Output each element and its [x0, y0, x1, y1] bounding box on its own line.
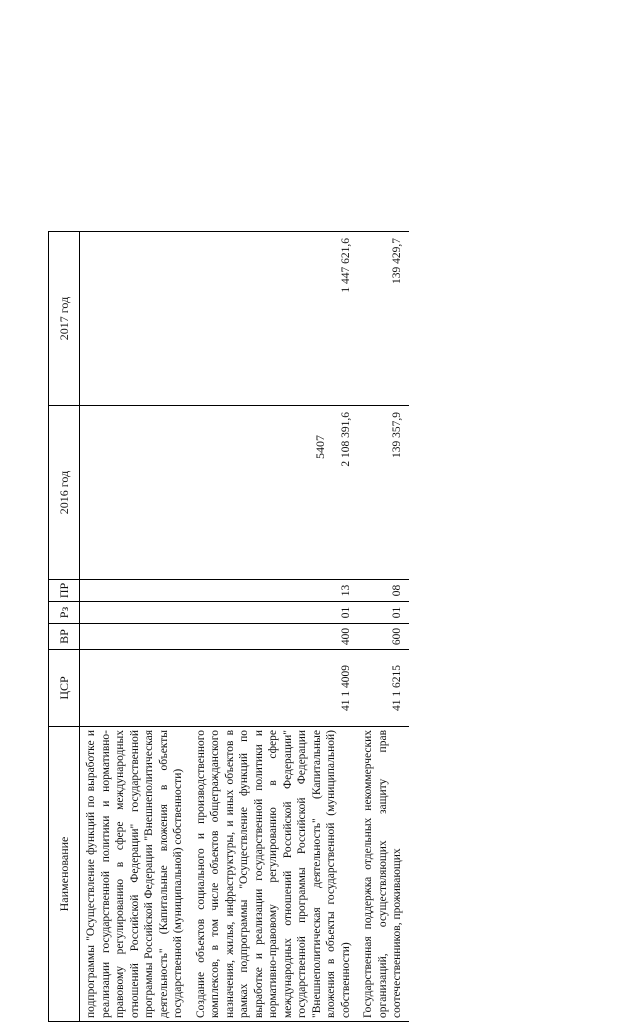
header-vr: ВР: [49, 624, 80, 650]
page-number: 5407: [313, 435, 327, 459]
row-2016: [80, 406, 190, 580]
row-pr: 13: [190, 580, 358, 602]
row-name: Государственная поддержка отдельных некоммерческих организаций, осуществляющих защиту прав соотечественников, проживающих: [357, 727, 409, 1022]
row-csr: 41 1 6215: [357, 650, 409, 727]
header-pr: ПР: [49, 580, 80, 602]
row-pr: [80, 580, 190, 602]
row-pr: 08: [357, 580, 409, 602]
budget-table-sheet: [48, 232, 518, 1022]
table-row: [357, 232, 409, 1022]
row-2017: 139 429,7: [357, 232, 409, 406]
table-header-row: [49, 232, 80, 1022]
row-csr: [80, 650, 190, 727]
row-csr: 41 1 4009: [190, 650, 358, 727]
row-2016: 2 108 391,6: [190, 406, 358, 580]
row-vr: 600: [357, 624, 409, 650]
row-vr: [80, 624, 190, 650]
row-vr: 400: [190, 624, 358, 650]
row-rz: [80, 602, 190, 624]
row-2017: [80, 232, 190, 406]
budget-table: [48, 231, 409, 1022]
row-name: Создание объектов социального и производственного комплексов, в том числе объектов общегражданского назначения, жилья, инфраструктуры, и иных объектов в рамках подпрограммы "Осуществление функций по выработке и реализации государственной политики и нормативно-правовому регулированию в сфере международных отношений Российской Федерации" государственной программы Российской Федерации "Внешнеполитическая деятельность" (Капитальные вложения в объекты государственной (муниципальной) собственности): [190, 727, 358, 1022]
row-2017: 1 447 621,6: [190, 232, 358, 406]
header-2016: 2016 год: [49, 406, 80, 580]
header-2017: 2017 год: [49, 232, 80, 406]
header-rz: Рз: [49, 602, 80, 624]
row-2016: 139 357,9: [357, 406, 409, 580]
header-csr: ЦСР: [49, 650, 80, 727]
table-row: [80, 232, 190, 1022]
header-name: Наименование: [49, 727, 80, 1022]
row-name: подпрограммы "Осуществление функций по выработке и реализации государственной политики и нормативно-правовому регулированию в сфере международных отношений Российской Федерации" государственной программы Российской Федерации "Внешнеполитическая деятельность" (Капитальные вложения в объекты государственной (муниципальной) собственности): [80, 727, 190, 1022]
row-rz: 01: [357, 602, 409, 624]
table-row: [190, 232, 358, 1022]
row-rz: 01: [190, 602, 358, 624]
